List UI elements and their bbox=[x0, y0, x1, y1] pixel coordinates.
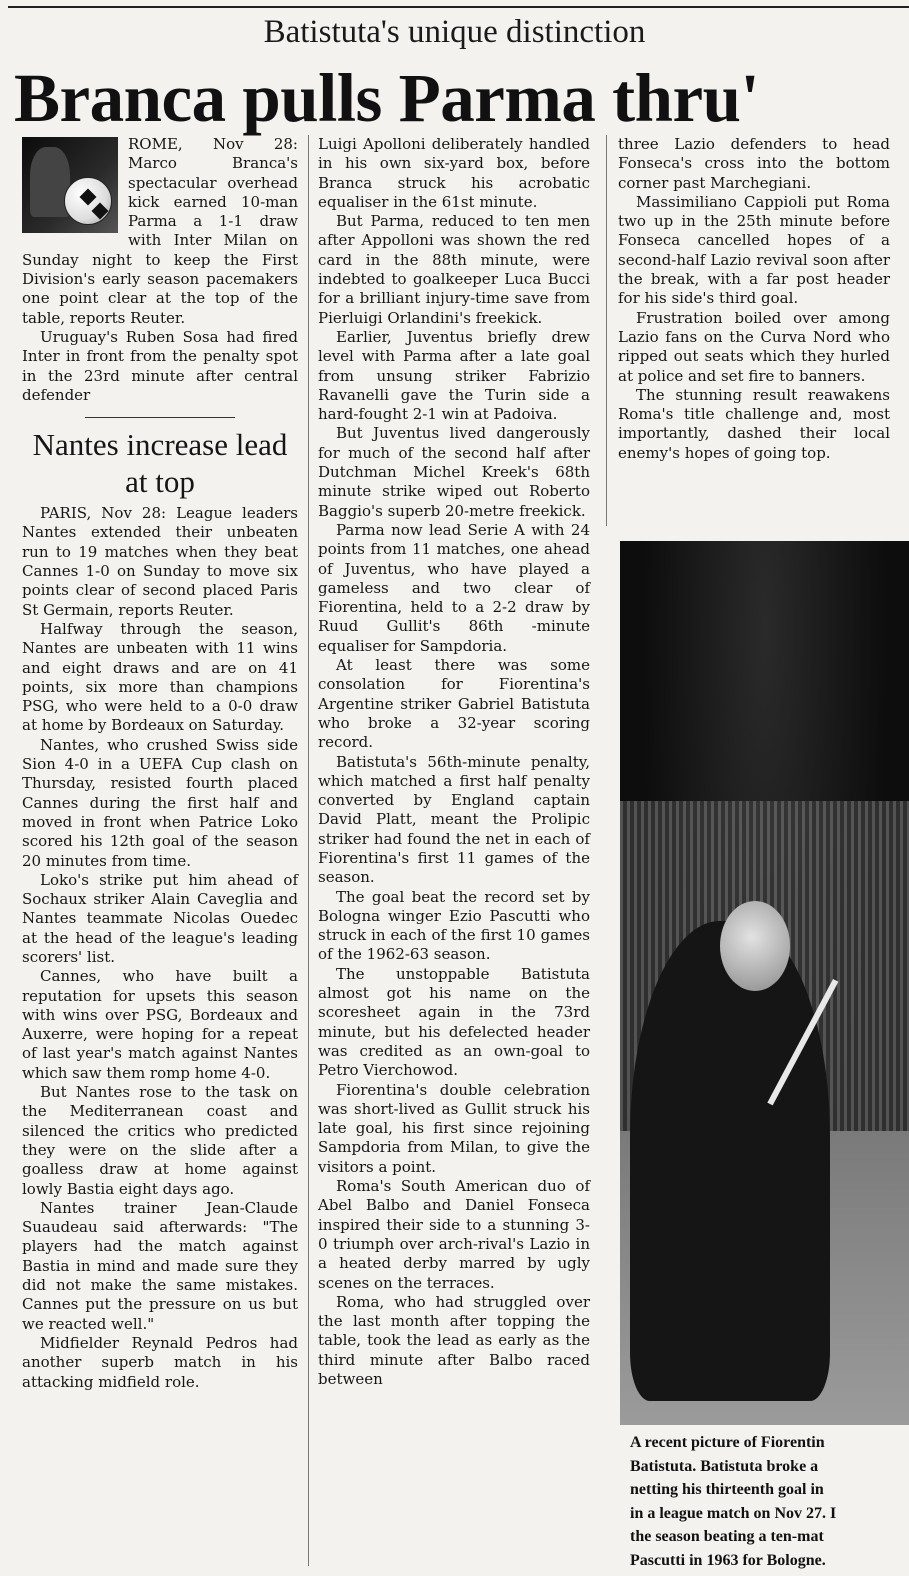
caption-line: the season beating a ten-mat bbox=[630, 1528, 824, 1545]
story2-paragraph-8: Midfielder Reynald Pedros had another superb match in his attacking midfield role. bbox=[22, 1333, 298, 1391]
story1-cont-paragraph-6: At least there was some consolation for Fiorentina's Argentine striker Gabriel Batistuta who broke a 32-year scoring record. bbox=[318, 656, 590, 752]
kicker-headline: Batistuta's unique distinction bbox=[263, 14, 646, 50]
story1-cont-paragraph-4: But Juventus lived dangerously for much of the second half after Dutchman Michel Kreek's 68th minute strike wiped out Roberto Baggio's superb 20-metre freekick. bbox=[318, 424, 590, 520]
batistuta-photo bbox=[620, 541, 909, 1425]
story1-cont-paragraph-1: Luigi Apolloni deliberately handled in his own six-yard box, before Branca struck his acrobatic equaliser in the 61st minute. bbox=[318, 135, 590, 211]
caption-line: Pascutti in 1963 for Bologne. bbox=[630, 1551, 826, 1569]
story1-cont-paragraph-7: Batistuta's 56th-minute penalty, which matched a first half penalty converted by England captain David Platt, meant the Prolipic striker had found the net in each of Fiorentina's first 11 games of the season. bbox=[318, 752, 590, 887]
story2-paragraph-7: Nantes trainer Jean-Claude Suaudeau said afterwards: "The players had the match against Bastia in mind and made sure they did not make the same mistakes. Cannes put the pressure on us but we reacted well." bbox=[22, 1198, 298, 1333]
story-divider bbox=[85, 417, 235, 418]
story1-cont-paragraph-2: But Parma, reduced to ten men after Appolloni was shown the red card in the 88th minute, were indebted to goalkeeper Luca Bucci for a brilliant injury-time save from Pierluigi Orlandini's freekick. bbox=[318, 212, 590, 327]
story1-cont-paragraph-11: Roma's South American duo of Abel Balbo and Daniel Fonseca inspired their side to a stunning 3-0 triumph over arch-rival's Lazio in a heated derby marred by ugly scenes on the terraces. bbox=[318, 1177, 590, 1292]
caption-line: netting his thirteenth goal in bbox=[630, 1481, 824, 1498]
story2-paragraph-2: Halfway through the season, Nantes are unbeaten with 11 wins and eight draws and are on 41 points, six more than champions PSG, who were held to a 0-0 draw at home by Bordeaux on Saturday. bbox=[22, 619, 298, 735]
column-rule-2 bbox=[606, 135, 607, 526]
column-3 bbox=[618, 135, 890, 463]
story1-col3-paragraph-1: three Lazio defenders to head Fonseca's cross into the bottom corner past Marchegiani. bbox=[618, 135, 890, 192]
story1-cont-paragraph-5: Parma now lead Serie A with 24 points from 11 matches, one ahead of Juventus, who have played a gameless and two clear of Fiorentina, held to a 2-2 draw by Ruud Gullit's 86th -minute equaliser for Sampdoria. bbox=[318, 520, 590, 655]
story1-cont-paragraph-9: The unstoppable Batistuta almost got his name on the scoresheet again in the 73rd minute, but his defelected header was credited as an own-goal to Petro Vierchowod. bbox=[318, 964, 590, 1080]
story1-cont-paragraph-3: Earlier, Juventus briefly drew level with Parma after a late goal from unsung striker Fabrizio Ravanelli gave the Turin side a hard-fought 2-1 win at Padoiva. bbox=[318, 327, 590, 424]
story2-paragraph-6: But Nantes rose to the task on the Mediterranean coast and silenced the critics who predicted they were on the slide after a goalless draw at home against lowly Bastia eight days ago. bbox=[22, 1083, 298, 1198]
story1-col3-paragraph-2: Massimiliano Cappioli put Roma two up in the 25th minute before Fonseca cancelled hopes of a second-half Lazio revival soon after the break, with a far post header for his side's third goal. bbox=[618, 192, 890, 308]
photo-caption bbox=[630, 1431, 909, 1572]
story1-paragraph-1: ROME, Nov 28: Marco Branca's spectacular overhead kick earned 10-man Parma a 1-1 draw with Inter Milan on Sunday night to keep the First Division's early season pacemakers one point clear at the top of the table, reports Reuter. bbox=[22, 135, 298, 327]
story1-col3-paragraph-3: Frustration boiled over among Lazio fans on the Curva Nord who ripped out seats which they hurled at police and set fire to banners. bbox=[618, 308, 890, 385]
story2-paragraph-5: Cannes, who have built a reputation for upsets this season with wins over PSG, Bordeaux and Auxerre, were hoping for a repeat of last year's match against Nantes which saw them romp home 4-0. bbox=[22, 967, 298, 1082]
story1-cont-paragraph-10: Fiorentina's double celebration was short-lived as Gullit struck his late goal, his first since rejoining Sampdoria from Milan, to give the visitors a point. bbox=[318, 1080, 590, 1176]
story2-headline: Nantes increase lead at top bbox=[32, 427, 288, 500]
column-rule-1 bbox=[308, 135, 309, 1566]
column-2 bbox=[318, 135, 590, 1389]
story2-paragraph-3: Nantes, who crushed Swiss side Sion 4-0 in a UEFA Cup clash on Thursday, resisted fourth placed Cannes during the first half and moved in front when Patrice Loko scored his 12th goal of the season 20 minutes from time. bbox=[22, 735, 298, 870]
story1-cont-paragraph-8: The goal beat the record set by Bologna winger Ezio Pascutti who struck in each of the first 10 games of the 1962-63 season. bbox=[318, 887, 590, 964]
story2-paragraph-1: PARIS, Nov 28: League leaders Nantes extended their unbeaten run to 19 matches when they beat Cannes 1-0 on Sunday to move six points clear of second placed Paris St Germain, reports Reuter. bbox=[22, 504, 298, 619]
football-logo-icon bbox=[22, 137, 118, 233]
column-1 bbox=[22, 135, 298, 1392]
top-rule bbox=[8, 6, 909, 8]
story1-cont-paragraph-12: Roma, who had struggled over the last month after topping the table, took the lead as early as the third minute after Balbo raced between bbox=[318, 1292, 590, 1388]
main-headline: Branca pulls Parma thru' bbox=[14, 60, 760, 136]
story2-paragraph-4: Loko's strike put him ahead of Sochaux striker Alain Caveglia and Nantes teammate Nicolas Ouedec at the head of the league's leading scorers' list. bbox=[22, 870, 298, 966]
story1-paragraph-2: Uruguay's Ruben Sosa had fired Inter in front from the penalty spot in the 23rd minute after central defender bbox=[22, 327, 298, 404]
story1-col3-paragraph-4: The stunning result reawakens Roma's title challenge and, most importantly, dashed their local enemy's hopes of going top. bbox=[618, 385, 890, 462]
caption-line: A recent picture of Fiorentin bbox=[630, 1434, 825, 1451]
caption-line: in a league match on Nov 27. I bbox=[630, 1504, 837, 1522]
caption-line: Batistuta. Batistuta broke a bbox=[630, 1457, 819, 1475]
